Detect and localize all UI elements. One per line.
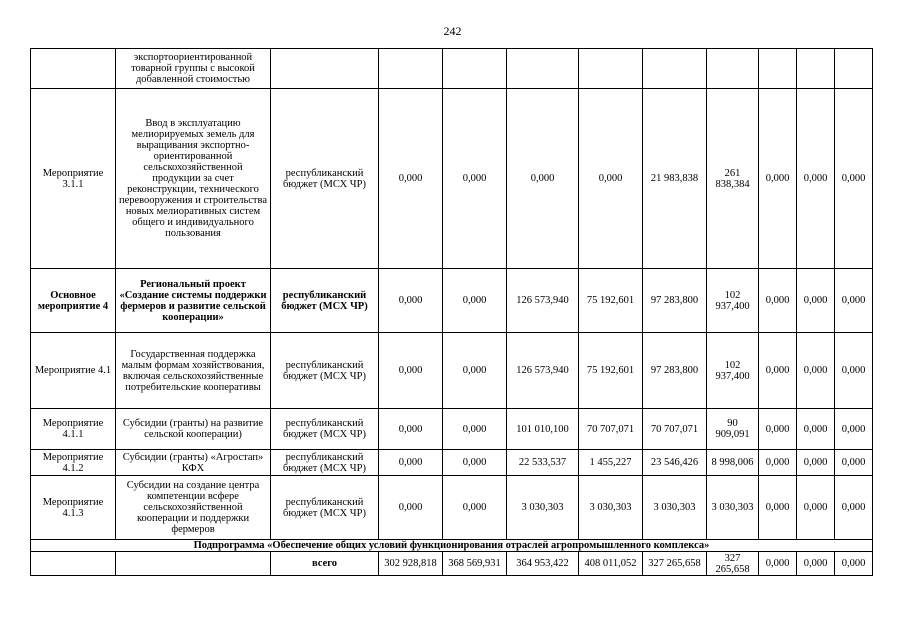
value-cell: 0,000 bbox=[835, 409, 873, 450]
value-cell: 0,000 bbox=[835, 476, 873, 540]
row-name: Мероприятие 4.1 bbox=[31, 333, 116, 409]
row-name: Мероприятие 3.1.1 bbox=[31, 89, 116, 269]
row-description: Государственная поддержка малым формам хозяйствования, включая сельскохозяйственные потребительские кооперативы bbox=[116, 333, 271, 409]
table-row bbox=[31, 409, 873, 450]
row-description: Субсидии (гранты) на развитие сельской кооперации) bbox=[116, 409, 271, 450]
value-cell: 0,000 bbox=[797, 450, 835, 476]
subprogram-title-row bbox=[31, 540, 873, 552]
table-row bbox=[31, 89, 873, 269]
value-cell: 0,000 bbox=[797, 476, 835, 540]
value-cell: 0,000 bbox=[379, 333, 443, 409]
row-name: Мероприятие 4.1.3 bbox=[31, 476, 116, 540]
value-cell bbox=[707, 49, 759, 89]
value-cell: 0,000 bbox=[443, 450, 507, 476]
value-cell: 327 265,658 bbox=[707, 552, 759, 576]
row-name: Основное мероприятие 4 bbox=[31, 269, 116, 333]
value-cell bbox=[507, 49, 579, 89]
row-description: Субсидии на создание центра компетенции всфере сельскохозяйственной кооперации и поддержки фермеров bbox=[116, 476, 271, 540]
row-description: экспортоориентированной товарной группы с высокой добавленной стоимостью bbox=[116, 49, 271, 89]
value-cell: 368 569,931 bbox=[443, 552, 507, 576]
value-cell: 0,000 bbox=[759, 333, 797, 409]
value-cell: 0,000 bbox=[507, 89, 579, 269]
row-name: Мероприятие 4.1.2 bbox=[31, 450, 116, 476]
value-cell: 97 283,800 bbox=[643, 333, 707, 409]
total-row bbox=[31, 552, 873, 576]
value-cell bbox=[797, 49, 835, 89]
table-row bbox=[31, 450, 873, 476]
value-cell: 126 573,940 bbox=[507, 269, 579, 333]
page-number: 242 bbox=[443, 24, 462, 38]
row-description bbox=[116, 552, 271, 576]
value-cell: 70 707,071 bbox=[643, 409, 707, 450]
value-cell: 102 937,400 bbox=[707, 333, 759, 409]
value-cell: 0,000 bbox=[759, 450, 797, 476]
value-cell: 0,000 bbox=[443, 89, 507, 269]
value-cell: 0,000 bbox=[379, 450, 443, 476]
value-cell: 3 030,303 bbox=[707, 476, 759, 540]
value-cell bbox=[579, 49, 643, 89]
row-name bbox=[31, 49, 116, 89]
value-cell: 0,000 bbox=[759, 476, 797, 540]
value-cell bbox=[835, 49, 873, 89]
value-cell bbox=[643, 49, 707, 89]
value-cell: 23 546,426 bbox=[643, 450, 707, 476]
table-row bbox=[31, 333, 873, 409]
table-row bbox=[31, 476, 873, 540]
table-row bbox=[31, 269, 873, 333]
value-cell: 3 030,303 bbox=[507, 476, 579, 540]
value-cell: 90 909,091 bbox=[707, 409, 759, 450]
value-cell bbox=[759, 49, 797, 89]
value-cell: 261 838,384 bbox=[707, 89, 759, 269]
value-cell bbox=[379, 49, 443, 89]
value-cell: 75 192,601 bbox=[579, 269, 643, 333]
value-cell: 0,000 bbox=[759, 552, 797, 576]
value-cell: 0,000 bbox=[797, 269, 835, 333]
value-cell: 0,000 bbox=[443, 476, 507, 540]
value-cell: 21 983,838 bbox=[643, 89, 707, 269]
value-cell: 0,000 bbox=[835, 333, 873, 409]
value-cell: 0,000 bbox=[759, 409, 797, 450]
value-cell: 327 265,658 bbox=[643, 552, 707, 576]
row-description: Ввод в эксплуатацию мелиорируемых земель для выращивания экспортно-ориентированной сельскохозяйственной продукции за счет реконструкции, технического перевооружения и строительства новых мелиоративных систем общего и индивидуального пользования bbox=[116, 89, 271, 269]
value-cell: 0,000 bbox=[443, 333, 507, 409]
value-cell: 364 953,422 bbox=[507, 552, 579, 576]
value-cell: 1 455,227 bbox=[579, 450, 643, 476]
value-cell: 0,000 bbox=[835, 269, 873, 333]
total-label: всего bbox=[271, 552, 379, 576]
value-cell: 0,000 bbox=[443, 269, 507, 333]
row-source: республиканский бюджет (МСХ ЧР) bbox=[271, 89, 379, 269]
row-source: республиканский бюджет (МСХ ЧР) bbox=[271, 450, 379, 476]
table-row bbox=[31, 49, 873, 89]
row-name bbox=[31, 552, 116, 576]
value-cell: 0,000 bbox=[797, 89, 835, 269]
value-cell: 97 283,800 bbox=[643, 269, 707, 333]
subprogram-title: Подпрограмма «Обеспечение общих условий функционирования отраслей агропромышленного комплекса» bbox=[31, 540, 873, 552]
value-cell: 3 030,303 bbox=[579, 476, 643, 540]
value-cell: 0,000 bbox=[835, 450, 873, 476]
value-cell: 0,000 bbox=[379, 409, 443, 450]
value-cell: 0,000 bbox=[835, 89, 873, 269]
row-source bbox=[271, 49, 379, 89]
value-cell: 0,000 bbox=[759, 269, 797, 333]
value-cell: 102 937,400 bbox=[707, 269, 759, 333]
value-cell: 0,000 bbox=[759, 89, 797, 269]
value-cell: 0,000 bbox=[379, 269, 443, 333]
value-cell: 8 998,006 bbox=[707, 450, 759, 476]
value-cell: 22 533,537 bbox=[507, 450, 579, 476]
value-cell: 302 928,818 bbox=[379, 552, 443, 576]
row-source: республиканский бюджет (МСХ ЧР) bbox=[271, 269, 379, 333]
value-cell: 0,000 bbox=[379, 89, 443, 269]
row-source: республиканский бюджет (МСХ ЧР) bbox=[271, 333, 379, 409]
value-cell: 0,000 bbox=[797, 333, 835, 409]
value-cell: 0,000 bbox=[379, 476, 443, 540]
value-cell: 0,000 bbox=[835, 552, 873, 576]
value-cell: 126 573,940 bbox=[507, 333, 579, 409]
value-cell: 0,000 bbox=[797, 552, 835, 576]
row-source: республиканский бюджет (МСХ ЧР) bbox=[271, 409, 379, 450]
value-cell: 101 010,100 bbox=[507, 409, 579, 450]
row-description: Региональный проект «Создание системы поддержки фермеров и развитие сельской кооперации» bbox=[116, 269, 271, 333]
row-name: Мероприятие 4.1.1 bbox=[31, 409, 116, 450]
value-cell: 0,000 bbox=[443, 409, 507, 450]
value-cell bbox=[443, 49, 507, 89]
value-cell: 0,000 bbox=[797, 409, 835, 450]
value-cell: 0,000 bbox=[579, 89, 643, 269]
value-cell: 75 192,601 bbox=[579, 333, 643, 409]
row-description: Субсидии (гранты) «Агростап» КФХ bbox=[116, 450, 271, 476]
value-cell: 70 707,071 bbox=[579, 409, 643, 450]
value-cell: 408 011,052 bbox=[579, 552, 643, 576]
row-source: республиканский бюджет (МСХ ЧР) bbox=[271, 476, 379, 540]
budget-table bbox=[30, 48, 873, 576]
value-cell: 3 030,303 bbox=[643, 476, 707, 540]
